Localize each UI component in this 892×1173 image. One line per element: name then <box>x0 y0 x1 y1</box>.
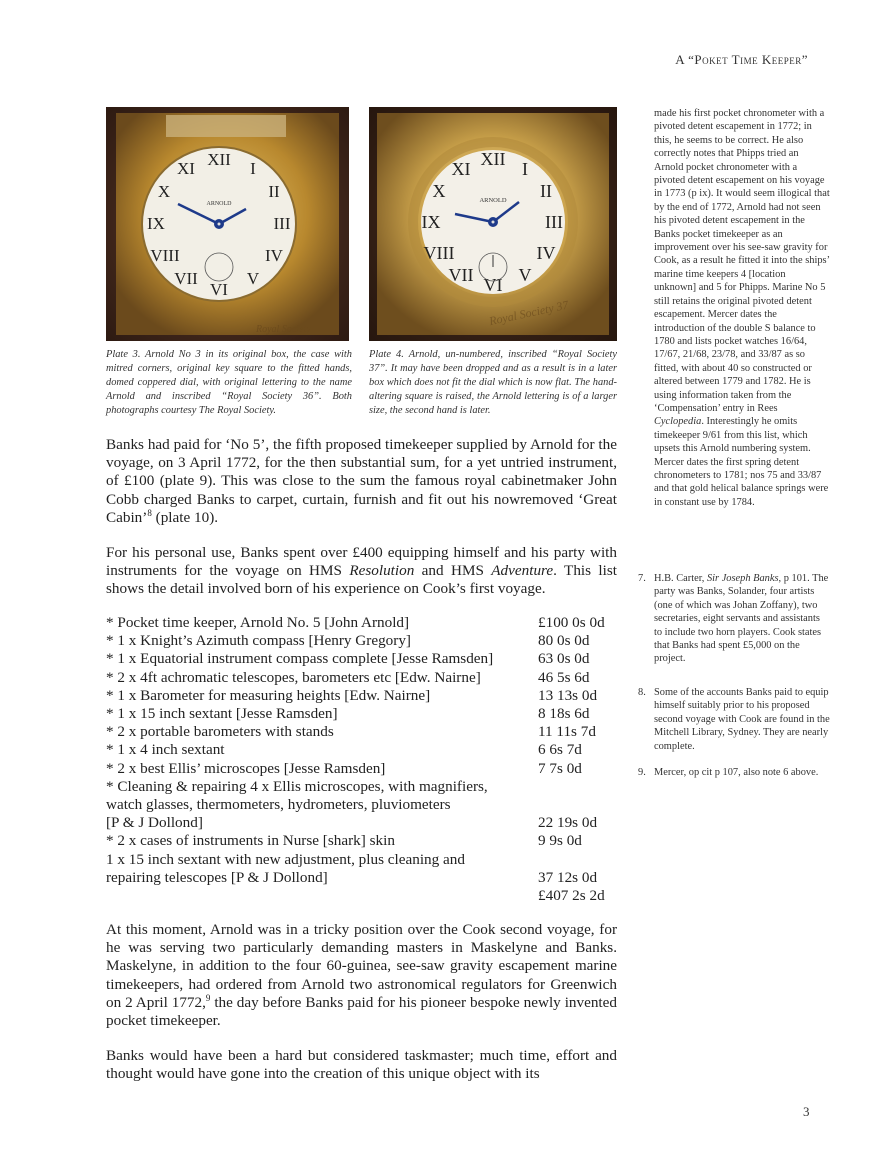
svg-text:VIII: VIII <box>150 246 180 265</box>
list-item: * 2 x cases of instruments in Nurse [shark] skin 9 9s 0d <box>106 832 582 850</box>
footnote-number: 7. <box>638 573 646 584</box>
svg-text:VIII: VIII <box>423 243 455 263</box>
footnote-8: 8. Some of the accounts Banks paid to equip himself suitably prior to his proposed second voyage with Cook are found in the Mitchell Library, Sydney. They are nearly complete. <box>638 687 830 752</box>
plate-3-photo <box>106 107 349 341</box>
plate-4-caption: Plate 4. Arnold, un-numbered, inscribed “Royal Society 37”. It may have been dropped and as a result is in a later box which does not fit the dial which is now flat. The hand-altering square is raised, the Arnold lettering is of a larger size, the second hand is later. <box>369 349 617 416</box>
body-paragraph-3: At this moment, Arnold was in a tricky position over the Cook second voyage, for he was serving two particularly demanding masters in Maskelyne and Banks. Maskelyne, in addition to the four 60-guinea, see-saw gravity escapement marine timekeepers, had ordered from Arnold two astronomical regulators for Greenwich on 2 April 1772,$^9$ the day before Banks paid for his pioneer bespoke newly invented pocket timekeeper. <box>106 921 617 1030</box>
list-item: watch glasses, thermometers, hydrometers, pluviometers <box>106 796 451 814</box>
list-item: [P & J Dollond] 22 19s 0d <box>106 814 598 832</box>
list-item: * 2 x 4ft achromatic telescopes, barometers etc [Edw. Nairne] 46 5s 6d <box>106 668 590 686</box>
svg-text:Royal Society: Royal Society <box>256 324 311 335</box>
svg-text:V: V <box>518 265 532 285</box>
list-item: repairing telescopes [P & J Dollond] 37 12s 0d <box>106 868 598 886</box>
svg-text:X: X <box>432 181 446 201</box>
svg-text:XI: XI <box>451 159 471 179</box>
svg-text:VI: VI <box>210 280 228 299</box>
ship-name-resolution: Resolution <box>349 562 415 580</box>
svg-text:VI: VI <box>483 275 503 295</box>
dial-maker-label: ARNOLD <box>479 197 507 204</box>
list-item: * 1 x Knight’s Azimuth compass [Henry Gregory] 80 0s 0d <box>106 632 590 650</box>
dial-maker-label: ARNOLD <box>206 201 232 207</box>
svg-text:II: II <box>540 181 552 201</box>
svg-text:X: X <box>157 182 171 201</box>
ship-name-adventure: Adventure <box>491 562 554 580</box>
svg-text:III: III <box>273 214 291 233</box>
footnote-ref-9: 9 <box>205 992 211 1003</box>
svg-text:I: I <box>250 159 256 178</box>
list-item: * 1 x 4 inch sextant 6 6s 7d <box>106 741 582 759</box>
list-item: * 1 x 15 inch sextant [Jesse Ramsden] 8 18s 6d <box>106 705 590 723</box>
list-item: * 2 x best Ellis’ microscopes [Jesse Ramsden] 7 7s 0d <box>106 759 582 777</box>
svg-text:Royal Society 37: Royal Society 37 <box>487 297 570 329</box>
svg-text:I: I <box>522 159 528 179</box>
list-item: * 2 x portable barometers with stands 11 11s 7d <box>106 723 596 741</box>
body-paragraph-4: Banks would have been a hard but considered taskmaster; much time, effort and thought would have gone into the creation of this unique object with its <box>106 1047 617 1083</box>
plate-4-photo <box>369 107 617 341</box>
page-number: 3 <box>803 1104 810 1119</box>
footnote-number: 8. <box>638 687 646 698</box>
list-item: * 1 x Barometer for measuring heights [Edw. Nairne] 13 13s 0d <box>106 686 598 704</box>
svg-text:XII: XII <box>480 149 506 169</box>
svg-text:IV: IV <box>265 246 283 265</box>
footnote-9: 9. Mercer, op cit p 107, also note 6 above. <box>638 767 819 778</box>
svg-text:XI: XI <box>177 159 195 178</box>
svg-text:III: III <box>545 212 563 232</box>
body-paragraph-1: Banks had paid for ‘No 5’, the fifth proposed timekeeper supplied by Arnold for the voyage, on 3 April 1772, for the then substantial sum, for a yet untried instrument, of £100 (plate 9). This was close to the sum the famous royal cabinetmaker John Cobb charged Banks to carpet, curtain, furnish and fit out his nowremoved ‘Great Cabin’$^8$ (plate 10). <box>106 436 617 526</box>
body-paragraph-2: For his personal use, Banks spent over £400 equipping himself and his party with instruments for the voyage on HMS Resolution and HMS Adventure. This list shows the detail involved born of his experience on Cook’s first voyage. <box>106 544 617 598</box>
svg-text:IX: IX <box>421 212 441 232</box>
list-item: 1 x 15 inch sextant with new adjustment, plus cleaning and <box>106 850 465 868</box>
svg-text:II: II <box>268 182 280 201</box>
list-item: * Cleaning & repairing 4 x Ellis microscopes, with magnifiers, <box>106 777 488 795</box>
plate-3-caption: Plate 3. Arnold No 3 in its original box, the case with mitred corners, original key square to the fitted hands, domed coppered dial, with original lettering to the name Arnold and inscribed “Royal Society 36”. Both photographs courtesy The Royal Society. <box>106 349 352 416</box>
sidebar-note-continued: made his first pocket chronometer with a pivoted detent escapement in 1772; in this, he seems to be correct. He also correctly notes that Phipps tried an Arnold pocket chronometer with a pivoted detent escapement on his voyage in 1773 (p ix). It would seem illogical that by the end of 1772, Arnold had not seen his pivoted detent escapement in the Banks pocket timekeeper as an improvement over his see-saw gravity for Cook, as a result he fitted it into the ships’ marine time keepers 4 [location unknown] and 5 for Phipps. Marine No 5 still retains the original pivoted detent escapement. Mercer dates the introduction of the double S balance to 1780 and lists pocket watches 16/64, 17/67, 21/68, 23/78, and 33/87 as so fitted, with about 40 so constructed or altered between 1779 and 1782. He is using information taken from the ‘Compensation’ entry in Rees Cyclopedia. Interestingly he omits timekeeper 9/61 from this list, which upsets this Arnold numbering system. Mercer dates the first spring detent chronometers to 1781; nos 75 and 33/87 and that gold helical balance springs were in constant use by 1784. <box>654 108 830 508</box>
svg-text:V: V <box>246 269 260 288</box>
list-total: £407 2s 2d <box>538 887 605 905</box>
instrument-cost-list <box>106 614 626 905</box>
list-item: * 1 x Equatorial instrument compass complete [Jesse Ramsden] 63 0s 0d <box>106 650 590 668</box>
footnote-number: 9. <box>638 767 646 778</box>
footnote-7: 7. H.B. Carter, Sir Joseph Banks, p 101. The party was Banks, Solander, four artists (one of which was Johan Zoffany), two secretaries, eight servants and assistants to include two horn players. Cook states that Banks had spent £5,000 on the project. <box>638 573 829 665</box>
list-item: * Pocket time keeper, Arnold No. 5 [John Arnold] £100 0s 0d <box>106 614 605 631</box>
svg-text:IV: IV <box>536 243 556 263</box>
svg-text:VII: VII <box>448 265 474 285</box>
running-header: A “Poket Time Keeper” <box>675 52 808 67</box>
footnote-ref-8: 8 <box>147 507 152 518</box>
svg-text:IX: IX <box>147 214 165 233</box>
svg-text:XII: XII <box>207 150 231 169</box>
svg-text:VII: VII <box>174 269 198 288</box>
